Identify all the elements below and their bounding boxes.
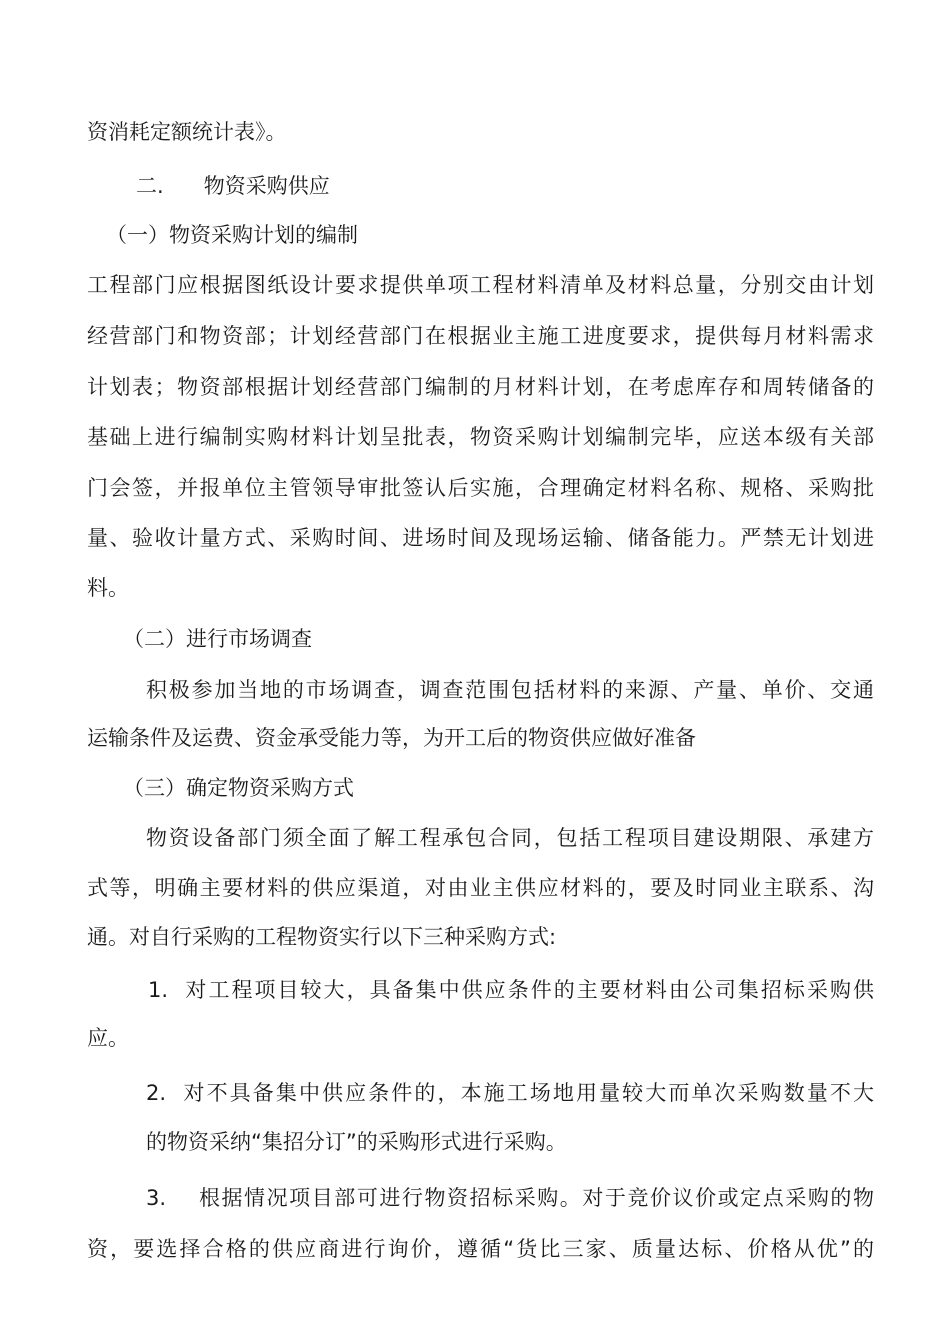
section-heading: 二. 物资采购供应 [136,174,330,198]
list-item-3: 3. 根据情况项目部可进行物资招标采购。对于竞价议价或定点采购的物 [146,1186,874,1210]
text-line: 式等，明确主要材料的供应渠道，对由业主供应材料的，要及时同业主联系、沟 [87,876,874,900]
text-line: 运输条件及运费、资金承受能力等，为开工后的物资供应做好准备 [87,726,696,750]
text-line: 应。 [87,1026,129,1050]
text-line: 资，要选择合格的供应商进行询价，遵循“货比三家、质量达标、价格从优”的 [87,1237,874,1261]
text-line: 的物资采纳“集招分订”的采购形式进行采购。 [146,1130,567,1154]
text-line: 量、验收计量方式、采购时间、进场时间及现场运输、储备能力。严禁无计划进 [87,526,874,550]
subsection-heading: （三）确定物资采购方式 [123,776,354,800]
text-line: 基础上进行编制实购材料计划呈批表，物资采购计划编制完毕，应送本级有关部 [87,425,874,449]
subsection-heading: （二）进行市场调查 [123,627,312,651]
text-line: 计划表；物资部根据计划经营部门编制的月材料计划，在考虑库存和周转储备的 [87,375,874,399]
text-line: 积极参加当地的市场调查，调查范围包括材料的来源、产量、单价、交通 [146,678,874,702]
text-line: 资消耗定额统计表》。 [87,120,287,144]
text-line: 通。对自行采购的工程物资实行以下三种采购方式: [87,925,557,949]
subsection-heading: （一）物资采购计划的编制 [106,223,358,247]
text-line: 工程部门应根据图纸设计要求提供单项工程材料清单及材料总量，分别交由计划 [87,273,874,297]
list-item-2: 2. 对不具备集中供应条件的，本施工场地用量较大而单次采购数量不大 [146,1081,874,1105]
text-line: 料。 [87,576,129,600]
list-item-1: 1. 对工程项目较大，具备集中供应条件的主要材料由公司集招标采购供 [148,978,874,1002]
text-line: 物资设备部门须全面了解工程承包合同，包括工程项目建设期限、承建方 [146,826,874,850]
text-line: 经营部门和物资部；计划经营部门在根据业主施工进度要求，提供每月材料需求 [87,324,874,348]
text-line: 门会签，并报单位主管领导审批签认后实施，合理确定材料名称、规格、采购批 [87,476,874,500]
